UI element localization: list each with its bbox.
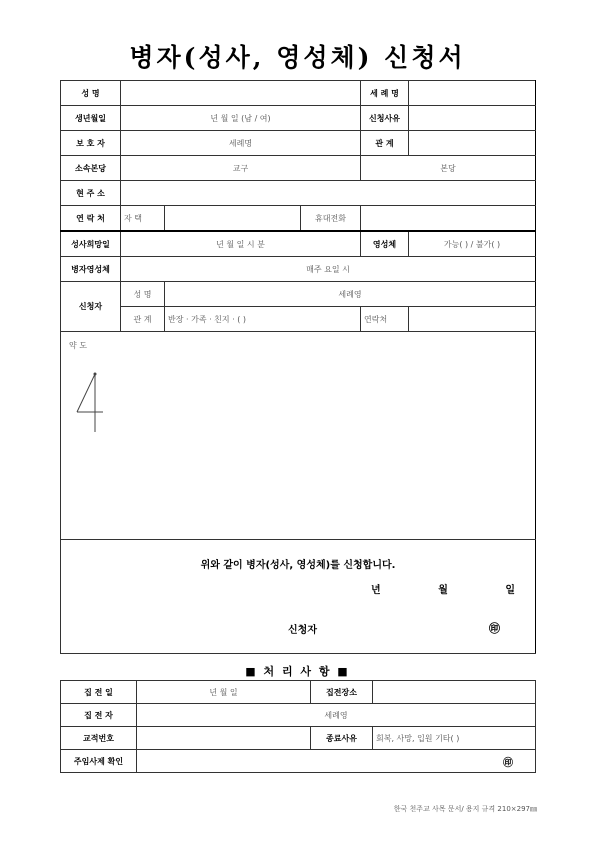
pastor-confirm-label: 주임사제 확인 <box>61 750 137 773</box>
processing-table <box>60 680 536 773</box>
visit-date-proc-field[interactable]: 년 월 일 <box>137 681 311 704</box>
celebrant-label: 집 전 자 <box>61 704 137 727</box>
regular-communion-label: 병자영성체 <box>61 257 121 282</box>
relation-field[interactable] <box>409 131 536 156</box>
date-month: 월 <box>438 585 448 596</box>
map-area[interactable] <box>61 332 536 540</box>
visit-date-field[interactable]: 년 월 일 시 분 <box>121 231 361 257</box>
visit-date-label: 성사희망일 <box>61 231 121 257</box>
address-label: 현 주 소 <box>61 181 121 206</box>
date-day: 일 <box>505 585 516 596</box>
application-table <box>60 80 536 654</box>
communion-field[interactable]: 가능( ) / 불가( ) <box>409 231 536 257</box>
applicant-relation-label: 관 계 <box>121 307 165 332</box>
end-reason-label: 종료사유 <box>311 727 373 750</box>
parish-number-field[interactable] <box>137 727 311 750</box>
baptismal-name-field[interactable] <box>409 81 536 106</box>
name-field[interactable] <box>121 81 361 106</box>
cursor-mark-icon <box>73 372 103 434</box>
reason-label: 신청사유 <box>361 106 409 131</box>
declaration-applicant: 신청자 <box>288 625 317 636</box>
applicant-name-label: 성 명 <box>121 282 165 307</box>
guardian-label: 보 호 자 <box>61 131 121 156</box>
applicant-label: 신청자 <box>61 282 121 332</box>
applicant-relation-field[interactable]: 반장 · 가족 · 친지 · ( ) <box>165 307 361 332</box>
celebrant-field[interactable]: 세례영 <box>137 704 536 727</box>
declaration-date[interactable] <box>317 581 515 596</box>
applicant-name-field[interactable]: 세례영 <box>165 282 536 307</box>
place-field[interactable] <box>373 681 536 704</box>
seal-icon: ㊞ <box>489 622 500 635</box>
applicant-contact-label: 연락처 <box>361 307 409 332</box>
diocese-field[interactable]: 교구 <box>121 156 361 181</box>
communion-label: 영성체 <box>361 231 409 257</box>
parish-field[interactable]: 본당 <box>361 156 536 181</box>
mobile-field[interactable] <box>361 206 536 232</box>
footer-note: 한국 천주교 사목 문서/ 용지 규격 210×297㎜ <box>393 805 537 813</box>
baptismal-name-label: 세 례 명 <box>361 81 409 106</box>
declaration-text: 위와 같이 병자(성사, 영성체)를 신청합니다. <box>200 560 396 571</box>
parish-number-label: 교적번호 <box>61 727 137 750</box>
name-label: 성 명 <box>61 81 121 106</box>
birth-label: 생년월일 <box>61 106 121 131</box>
address-field[interactable] <box>121 181 536 206</box>
processing-header: ■ 처 리 사 항 ■ <box>245 665 350 678</box>
regular-communion-field[interactable]: 매주 요일 시 <box>121 257 536 282</box>
map-label: 약 도 <box>69 341 87 350</box>
home-phone-field[interactable] <box>165 206 301 232</box>
form-title: 병자(성사, 영성체) 신청서 <box>129 43 466 72</box>
birth-field[interactable]: 년 월 일 (남 / 여) <box>121 106 361 131</box>
home-phone-label: 자 택 <box>121 206 165 232</box>
place-label: 집전장소 <box>311 681 373 704</box>
contact-label: 연 락 처 <box>61 206 121 232</box>
applicant-contact-field[interactable] <box>409 307 536 332</box>
relation-label: 관 계 <box>361 131 409 156</box>
declaration-area <box>61 540 536 654</box>
mobile-label: 휴대전화 <box>301 206 361 232</box>
pastor-seal-icon[interactable]: ㊞ <box>137 750 536 773</box>
guardian-field[interactable]: 세례명 <box>121 131 361 156</box>
end-reason-field[interactable]: 회복, 사망, 입원 기타( ) <box>373 727 536 750</box>
parish-label: 소속본당 <box>61 156 121 181</box>
visit-date-label-proc: 집 전 일 <box>61 681 137 704</box>
reason-field[interactable] <box>409 106 536 131</box>
date-year: 년 <box>371 585 381 596</box>
